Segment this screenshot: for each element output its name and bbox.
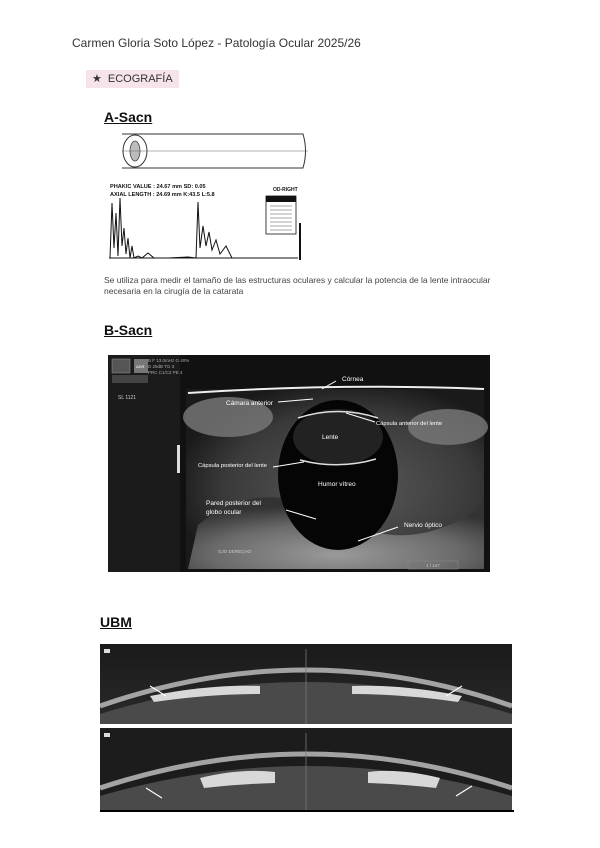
ubm-image-top xyxy=(100,644,512,724)
ubm-bottom-rule xyxy=(100,810,514,812)
label-optic-nerve: Nervio óptico xyxy=(404,522,442,529)
frame-counter: 1 / 147 xyxy=(426,563,440,568)
a-scan-heading: A-Sacn xyxy=(104,109,153,125)
a-scan-readout-2: AXIAL LENGTH : 24.69 mm K:43.5 L:5.8 xyxy=(110,192,215,198)
ubm-heading: UBM xyxy=(100,614,132,630)
a-scan-eye-label: OD-RIGHT xyxy=(273,187,298,193)
svg-text:B F 13.0mHz G 40%: B F 13.0mHz G 40% xyxy=(148,358,190,363)
label-anterior-capsule: Cápsula anterior del lente xyxy=(376,421,443,427)
ubm-image-bottom xyxy=(100,728,512,810)
label-posterior-capsule: Cápsula posterior del lente xyxy=(198,463,267,469)
label-vitreous: Humor vítreo xyxy=(318,481,356,488)
label-lens: Lente xyxy=(322,434,339,441)
a-scan-readout-1: PHAKIC VALUE : 24.67 mm SD: 0.05 xyxy=(110,184,206,190)
section-tag xyxy=(86,70,179,88)
b-scan-mode-button: ADR xyxy=(136,364,145,369)
svg-text:PRC C1/C2 PE 4: PRC C1/C2 PE 4 xyxy=(148,370,183,375)
document-header: Carmen Gloria Soto López - Patología Ocular 2025/26 xyxy=(72,36,361,50)
section-tag-label: ECOGRAFÍA xyxy=(107,73,173,85)
a-scan-image xyxy=(108,128,308,268)
b-scan-image xyxy=(108,355,490,572)
label-anterior-chamber: Cámara anterior xyxy=(226,400,273,407)
b-scan-heading: B-Sacn xyxy=(104,322,153,338)
b-scan-side-label: SL 1121 xyxy=(118,395,137,401)
a-scan-description: Se utiliza para medir el tamaño de las estructuras oculares y calcular la potencia de la lente intraocular necesaria en la cirugía de la catarata xyxy=(104,275,491,296)
svg-text:D 25dB TG 3: D 25dB TG 3 xyxy=(148,364,175,369)
label-cornea: Córnea xyxy=(342,376,364,383)
label-posterior-wall: Pared posterior del globo ocular xyxy=(206,500,261,516)
star-icon: ★ xyxy=(92,73,102,85)
label-eye-side: OJO DERECHO xyxy=(218,549,252,554)
